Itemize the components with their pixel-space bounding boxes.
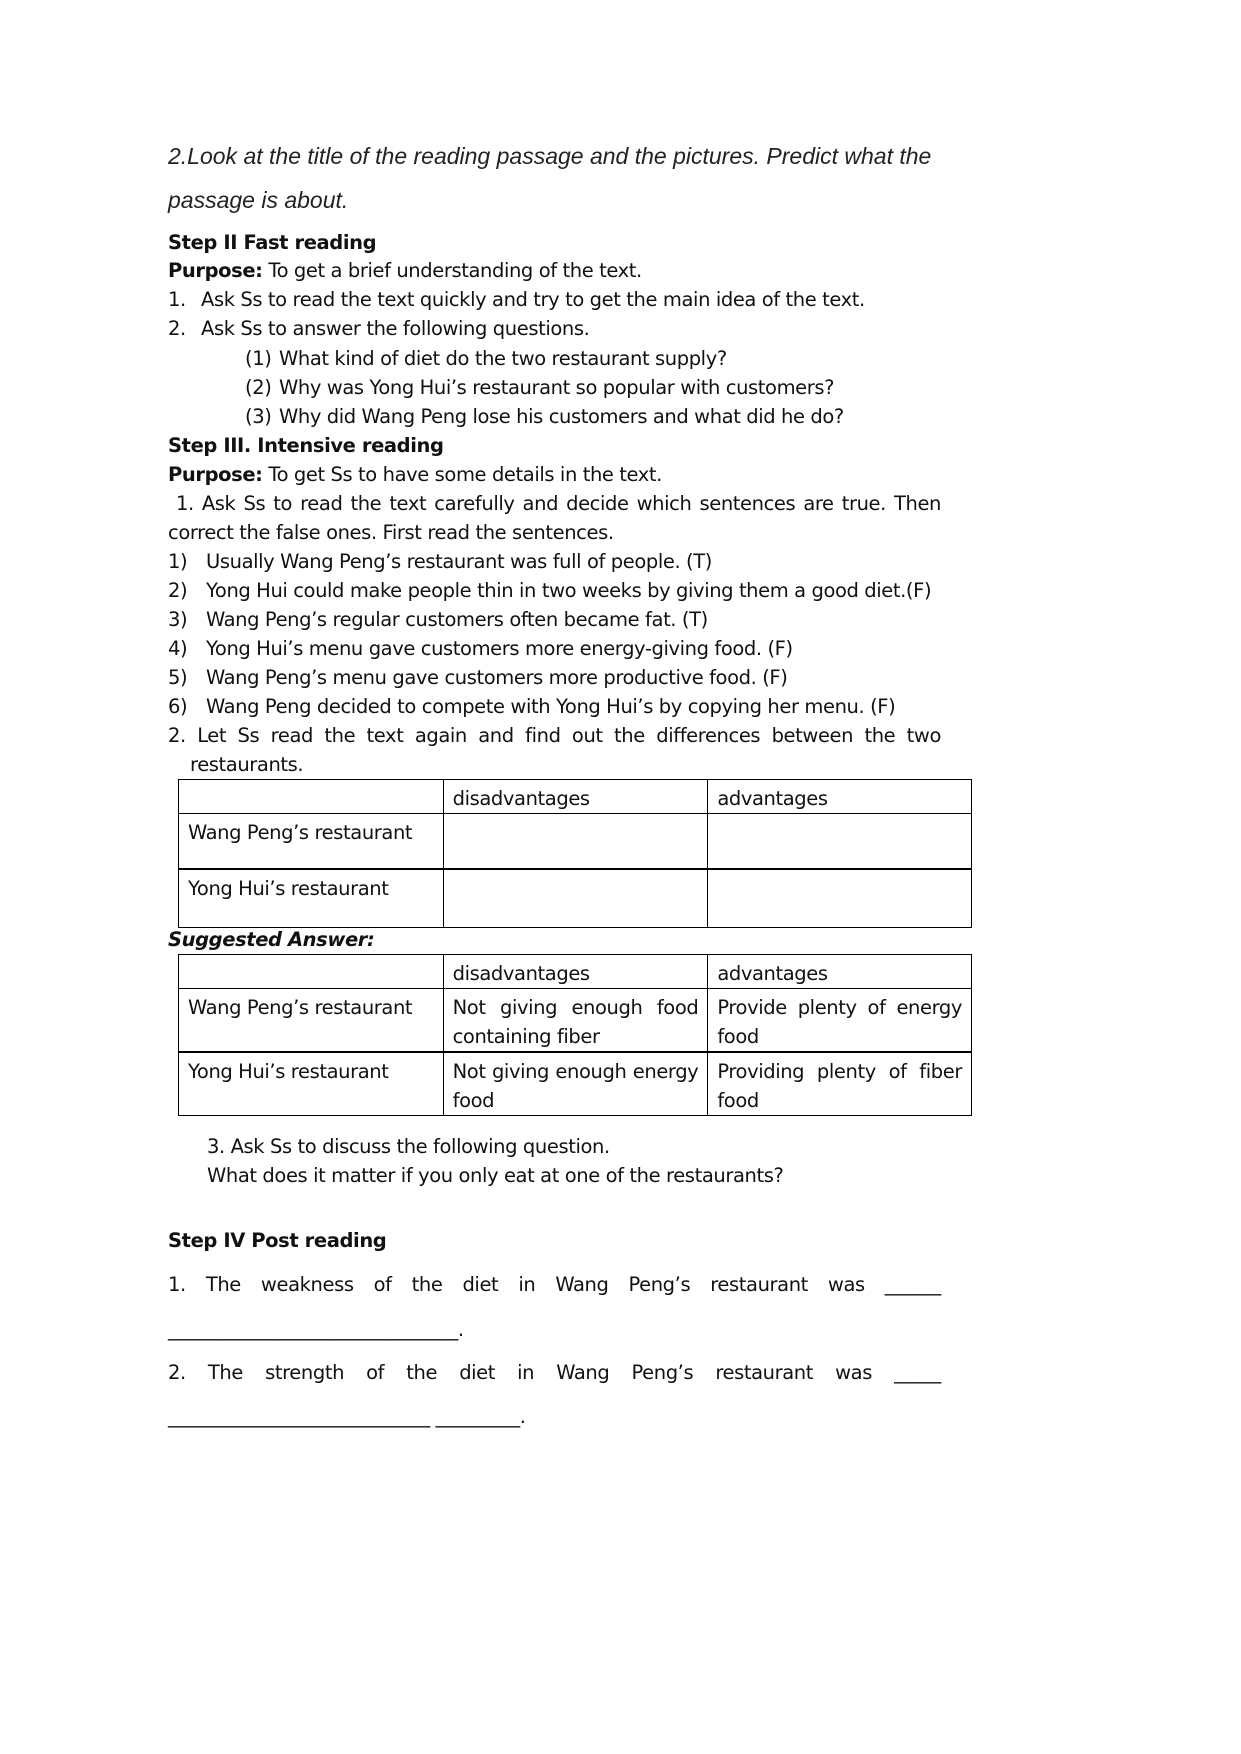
- differences-table-answer: [178, 954, 972, 1116]
- table-header-cell: [179, 955, 444, 989]
- cell-line: containing fiber: [452, 1025, 600, 1048]
- question-3-text: Why did Wang Peng lose his customers and what did he do?: [279, 405, 844, 428]
- cell-line: Not giving enough energy: [452, 1060, 699, 1083]
- purpose-text: To get a brief understanding of the text.: [262, 259, 642, 282]
- word: weakness: [260, 1273, 354, 1296]
- table-row: [179, 989, 972, 1053]
- word: Wang: [556, 1361, 610, 1384]
- word: the: [406, 1361, 438, 1384]
- task2-line-1: 2. Let Ss read the text again and find out the differences between the two: [168, 724, 941, 747]
- purpose-text: To get Ss to have some details in the text.: [262, 463, 662, 486]
- step4-heading: Step IV Post reading: [168, 1229, 387, 1252]
- suggested-answer-label: Suggested Answer:: [168, 928, 375, 951]
- statement-2-text: Yong Hui could make people thin in two weeks by giving them a good diet.(F): [206, 579, 932, 602]
- statement-6-num: 6): [168, 695, 188, 718]
- question-1-text: What kind of diet do the two restaurant supply?: [279, 347, 727, 370]
- table-header-cell: [179, 780, 444, 814]
- word: 1.: [168, 1273, 186, 1296]
- table-header-cell: disadvantages: [443, 955, 708, 989]
- step2-heading: Step II Fast reading: [168, 231, 377, 254]
- table-header-cell: advantages: [708, 955, 972, 989]
- question-2-num: (2): [245, 376, 272, 399]
- table-row: [179, 869, 972, 928]
- advantage-cell: [708, 1052, 972, 1116]
- table-cell-empty: [708, 814, 972, 869]
- statement-5-text: Wang Peng’s menu gave customers more productive food. (F): [206, 666, 788, 689]
- table-cell: Yong Hui’s restaurant: [179, 869, 444, 928]
- statement-4-num: 4): [168, 637, 188, 660]
- table-cell-empty: [443, 869, 708, 928]
- word: the: [411, 1273, 443, 1296]
- table-cell-empty: [708, 869, 972, 928]
- step2-item-2-text: Ask Ss to answer the following questions.: [201, 317, 590, 340]
- word: strength: [265, 1361, 345, 1384]
- disadvantage-cell: [443, 1052, 708, 1116]
- post-question-1: [168, 1275, 941, 1295]
- answer-blank[interactable]: ______: [884, 1273, 941, 1296]
- table-header-cell: advantages: [708, 780, 972, 814]
- step2-item-1-num: 1.: [168, 288, 186, 311]
- statement-2-num: 2): [168, 579, 188, 602]
- word: diet: [462, 1273, 499, 1296]
- statement-6-text: Wang Peng decided to compete with Yong Hui’s by copying her menu. (F): [206, 695, 896, 718]
- post-question-2: [168, 1363, 941, 1383]
- intro-line-2: passage is about.: [168, 187, 349, 213]
- answer-blank-line-2[interactable]: ____________________________ _________.: [168, 1405, 526, 1428]
- restaurant-name-cell: Wang Peng’s restaurant: [179, 989, 444, 1053]
- word: was: [827, 1273, 865, 1296]
- question-1-num: (1): [245, 347, 272, 370]
- disadvantage-cell: [443, 989, 708, 1053]
- statement-3-num: 3): [168, 608, 188, 631]
- step2-item-2-num: 2.: [168, 317, 186, 340]
- word: was: [835, 1361, 872, 1384]
- table-row: [179, 814, 972, 869]
- word: Peng’s: [628, 1273, 691, 1296]
- word: diet: [459, 1361, 496, 1384]
- table-header-row: [179, 780, 972, 814]
- answer-blank-line-1[interactable]: _______________________________.: [168, 1318, 464, 1341]
- table-cell: Wang Peng’s restaurant: [179, 814, 444, 869]
- table-cell-empty: [443, 814, 708, 869]
- table-header-row: [179, 955, 972, 989]
- cell-line: Provide plenty of energy: [717, 996, 962, 1019]
- answer-blank[interactable]: _____: [894, 1361, 941, 1384]
- table-row: [179, 1052, 972, 1116]
- statement-5-num: 5): [168, 666, 188, 689]
- word: Wang: [555, 1273, 609, 1296]
- step3-heading: Step III. Intensive reading: [168, 434, 444, 457]
- cell-line: food: [452, 1089, 495, 1112]
- purpose-label: Purpose:: [168, 259, 263, 282]
- word: of: [373, 1273, 392, 1296]
- step2-item-1-text: Ask Ss to read the text quickly and try to get the main idea of the text.: [201, 288, 865, 311]
- cell-line: food: [717, 1025, 759, 1048]
- cell-line: food: [717, 1089, 759, 1112]
- purpose-label: Purpose:: [168, 463, 263, 486]
- word: in: [517, 1361, 535, 1384]
- statement-1-num: 1): [168, 550, 188, 573]
- word: of: [366, 1361, 385, 1384]
- word: restaurant: [710, 1273, 808, 1296]
- statement-3-text: Wang Peng’s regular customers often became fat. (T): [206, 608, 708, 631]
- task3-line-1: 3. Ask Ss to discuss the following question.: [207, 1135, 610, 1158]
- cell-line: Not giving enough food: [452, 996, 699, 1019]
- statement-1-text: Usually Wang Peng’s restaurant was full of people. (T): [206, 550, 712, 573]
- task1-line-1: 1. Ask Ss to read the text carefully and decide which sentences are true. Then: [176, 492, 941, 515]
- word: in: [518, 1273, 536, 1296]
- word: restaurant: [715, 1361, 814, 1384]
- differences-table-blank: [178, 779, 972, 928]
- question-2-text: Why was Yong Hui’s restaurant so popular with customers?: [279, 376, 835, 399]
- task2-line-2: restaurants.: [190, 753, 304, 776]
- task3-line-2: What does it matter if you only eat at one of the restaurants?: [207, 1164, 784, 1187]
- word: The: [207, 1361, 243, 1384]
- cell-line: Providing plenty of fiber: [717, 1060, 962, 1083]
- word: 2.: [168, 1361, 186, 1384]
- statement-4-text: Yong Hui’s menu gave customers more energy-giving food. (F): [206, 637, 793, 660]
- restaurant-name-cell: Yong Hui’s restaurant: [179, 1052, 444, 1116]
- table-header-cell: disadvantages: [443, 780, 708, 814]
- task1-line-2: correct the false ones. First read the sentences.: [168, 521, 614, 544]
- word: The: [205, 1273, 241, 1296]
- step2-purpose: [168, 261, 642, 281]
- step3-purpose: [168, 465, 662, 485]
- question-3-num: (3): [245, 405, 272, 428]
- advantage-cell: [708, 989, 972, 1053]
- intro-line-1: 2.Look at the title of the reading passage and the pictures. Predict what the: [168, 143, 932, 169]
- word: Peng’s: [631, 1361, 694, 1384]
